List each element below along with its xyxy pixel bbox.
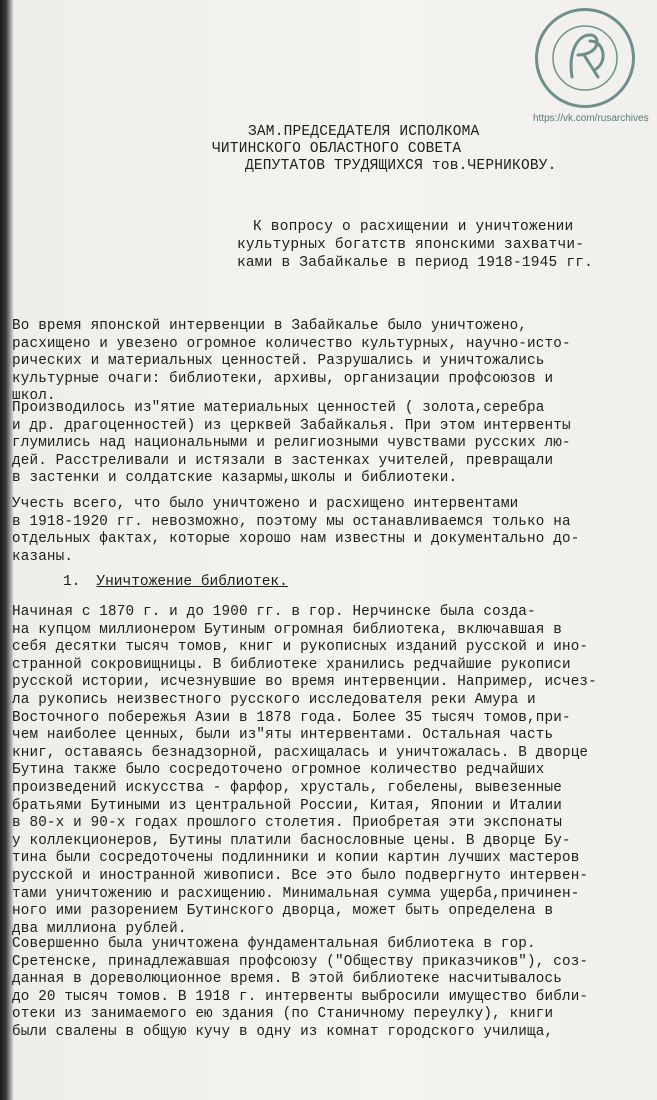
text-line: рических и материальных ценностей. Разрушались и уничтожались: [12, 353, 545, 370]
text-line: школ.: [12, 388, 56, 405]
paragraph: [12, 400, 642, 488]
addressee-line: ЗАМ.ПРЕДСЕДАТЕЛЯ ИСПОЛКОМА: [248, 124, 480, 140]
text-line: Производилось из"ятие материальных ценностей ( золота,серебра: [12, 400, 545, 416]
paragraph: [12, 936, 642, 1042]
text-line: русской и иностранной живописи. Все это было подвергнуто интервен-: [12, 867, 589, 884]
seal-emblem-icon: [538, 11, 632, 105]
addressee-line: ЧИТИНСКОГО ОБЛАСТНОГО СОВЕТА: [212, 141, 462, 157]
text-line: Начиная с 1870 г. и до 1900 гг. в гор. Нерчинске была созда-: [12, 604, 536, 620]
text-line: отеки из занимаемого ею здания (по Станичному переулку), книги: [12, 1006, 554, 1023]
text-line: казаны.: [12, 548, 74, 565]
paragraph: [12, 318, 642, 406]
text-line: ла рукопись неизвестного русского исследователя реки Амура и: [12, 691, 536, 708]
subject-line: культурных богатств японскими захватчи-: [237, 237, 585, 253]
text-line: Сретенске, принадлежавшая профсоюзу ("Обществу приказчиков"), соз-: [12, 953, 589, 970]
text-line: ного ими разорением Бутинского дворца, может быть определена в: [12, 903, 554, 920]
text-line: культурные очаги: библиотеки, архивы, организации профсоюзов и: [12, 370, 554, 387]
text-line: тами уничтожению и расхищению. Минимальная сумма ущерба,причинен-: [12, 885, 580, 902]
text-line: расхищено и увезено огромное количество культурных, научно-исто-: [12, 335, 571, 352]
paragraph: [12, 604, 642, 938]
text-line: Учесть всего, что было уничтожено и расхищено интервентами: [12, 496, 519, 512]
text-line: книг, оставаясь безнадзорной, расхищалась и уничтожалась. В дворце: [12, 744, 589, 761]
text-line: себя десятки тысяч томов, книг и рукописных изданий русской и ино-: [12, 639, 589, 656]
text-line: два миллиона рублей.: [12, 920, 187, 937]
section-title: Уничтожение библиотек.: [96, 574, 288, 590]
section-heading: [63, 574, 288, 590]
text-line: и др. драгоценностей) из церквей Забайкалья. При этом интервенты: [12, 417, 571, 434]
text-line: Восточного побережья Азии в 1878 года. Более 35 тысяч томов,при-: [12, 709, 571, 726]
text-line: в 1918-1920 гг. невозможно, поэтому мы останавливаемся только на: [12, 513, 571, 530]
text-line: данная в дореволюционное время. В этой библиотеке насчитывалось: [12, 971, 562, 988]
text-line: Во время японской интервенции в Забайкалье было уничтожено,: [12, 318, 528, 334]
text-line: были свалены в общую кучу в одну из комнат городского училища,: [12, 1023, 554, 1040]
text-line: произведений искусства - фарфор, хрусталь, гобелены, вывезенные: [12, 779, 562, 796]
text-line: Бутина также было сосредоточено огромное количество редчайших: [12, 762, 545, 779]
text-line: братьями Бутиными из центральной России, Китая, Японии и Италии: [12, 797, 562, 814]
subject-line: ками в Забайкалье в период 1918-1945 гг.: [237, 255, 594, 271]
text-line: отдельных фактах, которые хорошо нам известны и документально до-: [12, 531, 580, 548]
text-line: глумились над национальными и религиозными чувствами русских лю-: [12, 435, 571, 452]
text-line: дей. Расстреливали и истязали в застенках учителей, превращали: [12, 452, 554, 469]
section-number: 1.: [63, 574, 81, 590]
text-line: странной сокровищницы. В библиотеке хранились редчайшие рукописи: [12, 656, 571, 673]
text-line: русской истории, исчезнувшие во время интервенции. Например, исчез-: [12, 674, 597, 691]
archive-seal: [535, 8, 635, 108]
text-line: чем наиболее ценных, были из"яты интервентами. Остальная часть: [12, 727, 554, 744]
text-line: до 20 тысяч томов. В 1918 г. интервенты выбросили имущество библи-: [12, 988, 589, 1005]
paragraph: [12, 496, 642, 566]
archive-link[interactable]: https://vk.com/rusarchives: [533, 113, 649, 124]
text-line: у коллекционеров, Бутины платили баснословные цены. В дворце Бу-: [12, 832, 571, 849]
text-line: тина были сосредоточены подлинники и копии картин лучших мастеров: [12, 850, 580, 867]
addressee-line: ДЕПУТАТОВ ТРУДЯЩИХСЯ тов.ЧЕРНИКОВУ.: [245, 158, 557, 174]
text-line: Совершенно была уничтожена фундаментальная библиотека в гор.: [12, 936, 536, 952]
text-line: на купцом миллионером Бутиным огромная библиотека, включавшая в: [12, 621, 562, 638]
text-line: в застенки и солдатские казармы,школы и библиотеки.: [12, 470, 458, 487]
subject-line: К вопросу о расхищении и уничтожении: [253, 219, 574, 235]
text-line: в 80-х и 90-х годах прошлого столетия. Приобретая эти экспонаты: [12, 815, 562, 832]
